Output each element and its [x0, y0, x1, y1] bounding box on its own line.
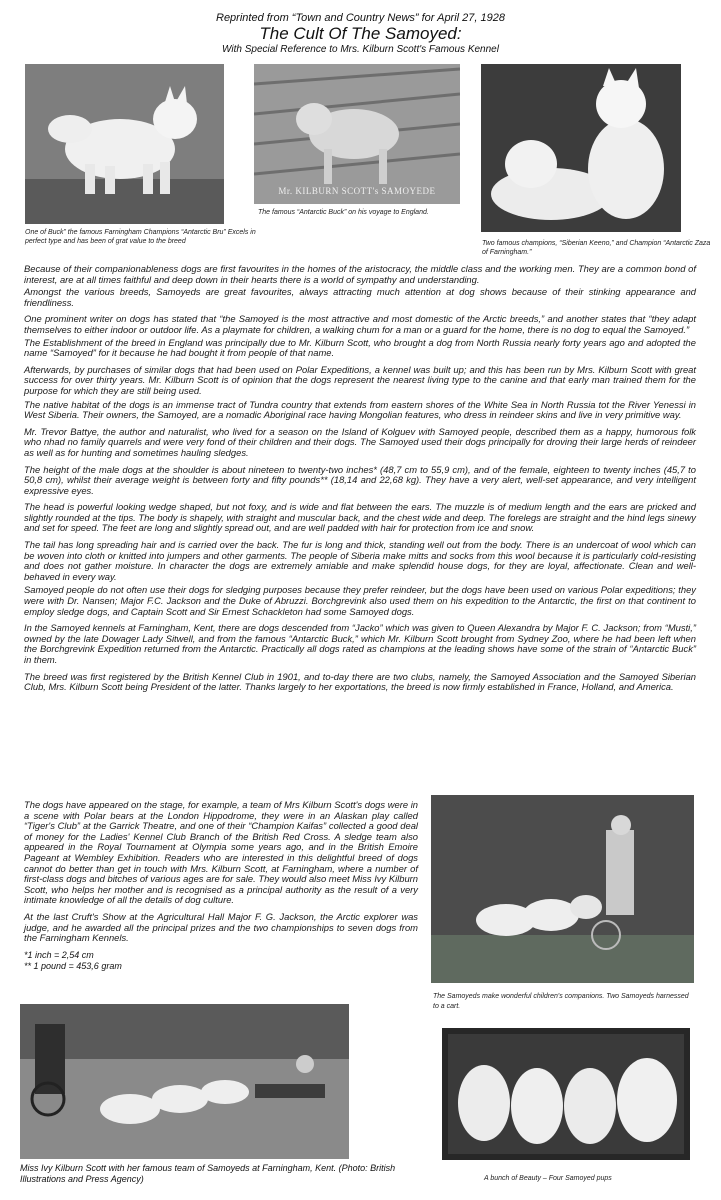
- article-title: The Cult Of The Samoyed:: [259, 24, 462, 43]
- reprint-line: Reprinted from “Town and Country News” for April 27, 1928: [216, 12, 505, 24]
- paragraph: The dogs have appeared on the stage, for example, a team of Mrs Kilburn Scott's dogs were in a scene with Polar bears at the London Hippodrome, they were in an Alaskan play called “Tiger's Club” at the Garrick Theatre, and one of their “Champion Kaifas” collected a good deal of money for the Ladies' Kennel Club Branch of the British Red Cross. A sledge team also appeared in the Royal Tournament at Olympia some years ago, and in the British Emoire Pageant at Wembley Exhibition. Readers who are interested in this delightful breed of dogs cannot do better than get in touch with Mrs. Kilburn Scott, at Farningham, where a number of first-class dogs and bitches of various ages are for sale. They would also meet Miss Ivy Kilburn Scott, who helps her mother and is recognised as a principal authority as the result of a very intimate knowledge of all the details of dog culture.: [24, 799, 418, 906]
- article-body-left-column: [24, 800, 418, 972]
- article-body-top: [24, 264, 696, 693]
- photo-four-pups-caption: A bunch of Beauty – Four Samoyed pups: [484, 1175, 612, 1182]
- paragraph: The native habitat of the dogs is an immense tract of Tundra country that extends from eastern shores of the White Sea in North Russia tot the River Yenessi in West Siberia. Their owners, the Samoyed, are a nomadic Aboriginal race having Mongolian features, who dress in reindeer skins and live in very primitive way.: [24, 398, 696, 421]
- photo-two-champions: [481, 64, 681, 232]
- article-subtitle: With Special Reference to Mrs. Kilburn Scott's Famous Kennel: [222, 44, 499, 55]
- paragraph: Mr. Trevor Battye, the author and naturalist, who lived for a season on the Island of Kolguev with Samoyed people, described them as a happy, humorous folk who nhad no family quarrels and were very fond of their children and their dogs. The Samoyed used their dogs principally for droving their large herds of reindeer as well as for hunting and sometimes hauling sledges.: [24, 425, 696, 458]
- paragraph: The breed was first registered by the British Kennel Club in 1901, and to-day there are two clubs, namely, the Samoyed Association and the Samoyed Siberian Club, Mrs. Kilburn Scott being President of the latter. Thanks largely to her exportations, the breed is now firmly established in France, Holland, and America.: [24, 670, 696, 693]
- photo-ivy-kilburn-scott-caption: Miss Ivy Kilburn Scott with her famous team of Samoyeds at Farningham, Kent. (Photo: British Illustrations and Press Agency): [20, 1163, 396, 1184]
- photo-antarctic-buck: [254, 64, 460, 204]
- footnote-inch: *1 inch = 2,54 cm: [24, 949, 94, 960]
- photo-children-companions: [431, 795, 694, 983]
- paragraph: The tail has long spreading hair and is carried over the back. The fur is long and thick, standing well out from the body. There is an undercoat of wool which can be woven into cloth or knitted into jumpers and other garments. The people of Siberia make mitts and socks from this wool because it is particularly cold-resisting and does not gather moisture. In character the dogs are extremely amiable and make splendid house dogs, for they are loyal, affectionate. Clean and well-behaved in every way.: [24, 539, 696, 582]
- paragraph: Because of their companionableness dogs are first favourites in the homes of the aristocracy, the middle class and the working men. They are a common bond of interest, are at all times faithful and deep down in their hearts there is a world of sympathy and understanding.: [24, 263, 696, 285]
- paragraph: Afterwards, by purchases of similar dogs that had been used on Polar Expeditions, a kennel was built up; and this has been run by Mrs. Kilburn Scott with great success for over thirty years. Mr. Kilburn Scott is of opinion that the dogs represent the nearest living type to the canine and that early man trained them for the purpose for which they are still being used.: [24, 363, 696, 396]
- paragraph: The height of the male dogs at the shoulder is about nineteen to twenty-two inches* (48,7 cm to 55,9 cm), and of the female, eighteen to twenty inches (45,7 to 50,8 cm), whilst their average weight is between forty and fifty pounds** (18,14 and 22,68 kg). They have a very alert, well-set appearance, and very intelligent expressive eyes.: [24, 463, 696, 496]
- photo-antarctic-buck-caption: The famous “Antarctic Buck” on his voyage to England.: [258, 209, 429, 216]
- photo-ivy-kilburn-scott-team: [20, 1004, 349, 1159]
- photo-four-pups: [442, 1028, 690, 1160]
- paragraph: Amongst the various breeds, Samoyeds are great favourites, always attracting much attention at dog shows because of their stinking appearance and friendliness.: [24, 286, 696, 308]
- footnote-pound: ** 1 pound = 453,6 gram: [24, 960, 122, 971]
- photo-antarctic-bru-caption: One of Buck” the famous Farningham Champions “Antarctic Bru” Excels in perfect type and has been of grat value to the breed: [25, 229, 256, 245]
- photo-watermark: Mr. KILBURN SCOTT's SAMOYEDE: [278, 186, 436, 196]
- paragraph: At the last Cruft's Show at the Agricultural Hall Major F. G. Jackson, the Arctic explorer was judge, and he awarded all the principal prizes and the two championships to seven dogs from the Farningham Kennels.: [24, 910, 418, 944]
- paragraph: In the Samoyed kennels at Farningham, Kent, there are dogs descended from “Jacko” which was given to Queen Alexandra by Major F. C. Jackson; from “Musti,” owned by the late Dowager Lady Sitwell, and from the famous “Antarctic Buck,” which Mr. Kilburn Scott brought from Sydney Zoo, where he had been left when the Borchgrevink Expedition returned from the Antarctic. Practically all dogs rated as champions at the leading shows have some of the strain of “Antarctic Buck” in them.: [24, 622, 696, 665]
- paragraph: One prominent writer on dogs has stated that “the Samoyed is the most attractive and most domestic of the Arctic breeds,” and another states that “they adapt themselves to either indoor or outdoor life. As a playmate for children, a walking chum for a man or a guard for the home, there is no dog to equal the Samoyed.”: [24, 313, 696, 335]
- photo-children-companions-caption: The Samoyeds make wonderful children's companions. Two Samoyeds harnessed to a cart.: [433, 993, 689, 1010]
- paragraph: Samoyed people do not often use their dogs for sledging purposes because they prefer reindeer, but the dogs have been used on various Polar expeditions; they were with Dr. Nansen; Major F.C. Jackson and the Duke of Abruzzi. Borchgrevink also used them on his expedition to the Antarctic, the first on that continent to employ sledge dogs, and Captain Scott and Sir Ernest Schackleton had some Samoyed dogs.: [24, 584, 696, 617]
- photo-antarctic-bru: [25, 64, 224, 224]
- paragraph: The head is powerful looking wedge shaped, but not foxy, and is wide and flat between the ears. The muzzle is of medium length and the ears are pricked and slightly rounded at the tips. The body is shapely, with straight and muscular back, and the chest wide and deep. The forelegs are straight and the hind legs sinewy and set for speed. The feet are long and slightly spread out, and are well padded with hair for protection from ice and snow.: [24, 501, 696, 534]
- paragraph: The Establishment of the breed in England was principally due to Mr. Kilburn Scott, who brought a dog from North Russia nearly forty years ago and adopted the name “Samoyed” for it because he had bought it from people of that name.: [24, 336, 696, 359]
- photo-two-champions-caption: Two famous champions, “Siberian Keeno,” and Champion “Antarctic Zaza of Farningham.”: [482, 240, 711, 256]
